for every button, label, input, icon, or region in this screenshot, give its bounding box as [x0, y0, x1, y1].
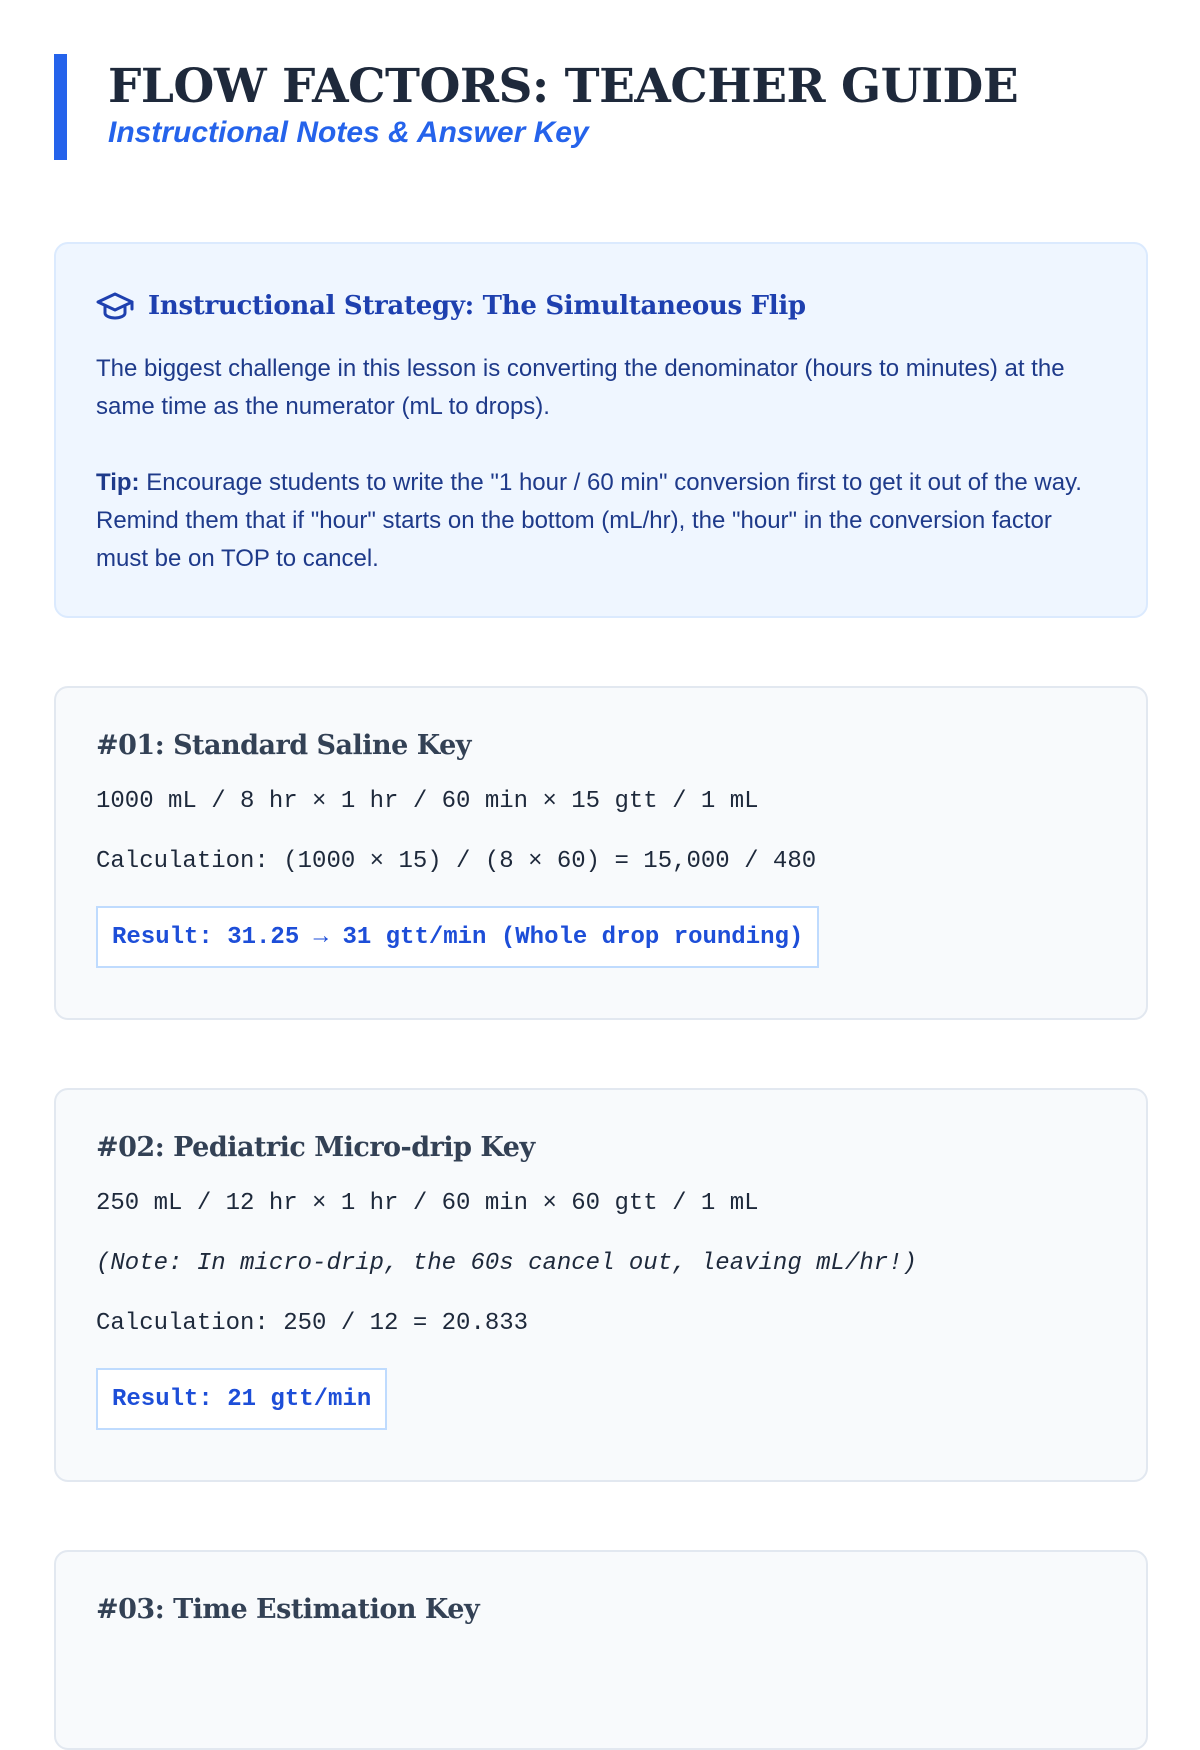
document-title: FLOW FACTORS: TEACHER GUIDE: [108, 59, 1019, 114]
strategy-paragraph: The biggest challenge in this lesson is converting the denominator (hours to minutes) at the same time as the numerator (mL to drops).: [96, 355, 1065, 420]
dimensional-setup: 250 mL / 12 hr × 1 hr / 60 min × 60 gtt / 1 mL: [96, 1190, 759, 1217]
document-header: [54, 54, 1146, 160]
answer-key-title: #03: Time Estimation Key: [96, 1594, 480, 1625]
strategy-title: Instructional Strategy: The Simultaneous Flip: [148, 291, 806, 321]
calculation-line: Calculation: 250 / 12 = 20.833: [96, 1310, 529, 1337]
micro-drip-note: (Note: In micro-drip, the 60s cancel out, leaving mL/hr!): [96, 1250, 917, 1277]
dimensional-setup: 1000 mL / 8 hr × 1 hr / 60 min × 15 gtt / 1 mL: [96, 788, 759, 815]
answer-key-card-01: [54, 686, 1148, 1020]
tip-text: Encourage students to write the "1 hour / 60 min" conversion first to get it out of the way. Remind them that if "hour" starts on the bottom (mL/hr), the "hour" in the conversion factor must be on TOP to cancel.: [96, 469, 1082, 572]
strategy-heading: [96, 288, 1106, 324]
answer-key-title: #01: Standard Saline Key: [96, 730, 471, 761]
answer-key-card-02: [54, 1088, 1148, 1482]
instructional-strategy-card: [54, 242, 1148, 618]
graduation-cap-icon: [96, 291, 134, 321]
header-accent-bar: [54, 54, 67, 160]
answer-key-title: #02: Pediatric Micro-drip Key: [96, 1132, 535, 1163]
document-subtitle: Instructional Notes & Answer Key: [108, 116, 589, 149]
calculation-line: Calculation: (1000 × 15) / (8 × 60) = 15,000 / 480: [96, 848, 817, 875]
result-box: Result: 31.25 → 31 gtt/min (Whole drop rounding): [96, 906, 819, 968]
answer-key-card-03: [54, 1550, 1148, 1750]
result-box: Result: 21 gtt/min: [96, 1368, 387, 1430]
strategy-tip: [96, 464, 1106, 578]
tip-label: Tip:: [96, 469, 140, 496]
